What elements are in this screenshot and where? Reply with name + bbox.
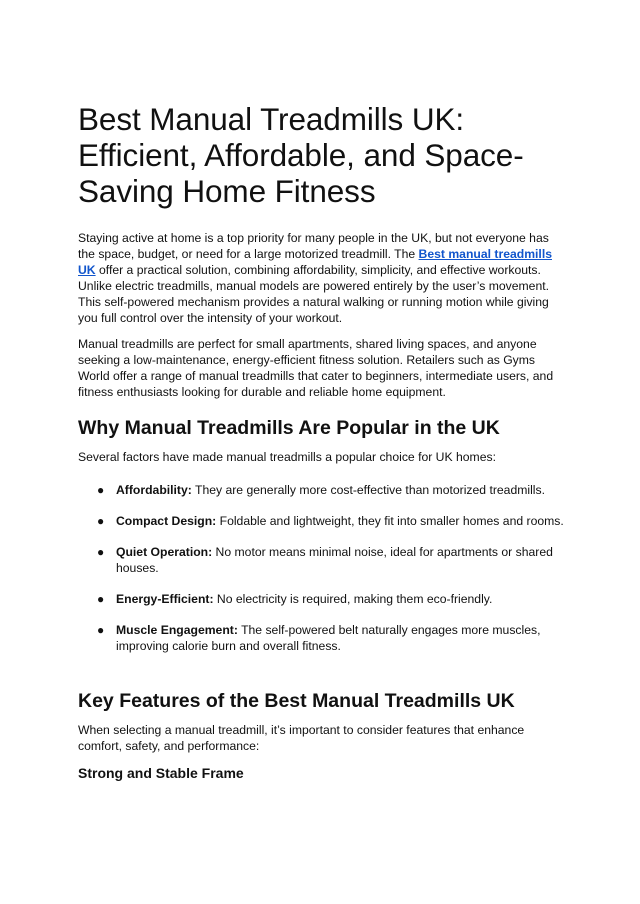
page-title: Best Manual Treadmills UK: Efficient, Affordable, and Space-Saving Home Fitness [78, 101, 524, 209]
list-item [78, 513, 566, 529]
list-item [78, 482, 566, 498]
list-item-text: Foldable and lightweight, they fit into smaller homes and rooms. [216, 514, 564, 528]
bullet-icon: ● [97, 623, 105, 637]
bullet-icon: ● [97, 483, 105, 497]
list-item-label: Energy-Efficient: [116, 592, 214, 606]
bullet-icon: ● [97, 545, 105, 559]
list-item-text: They are generally more cost-effective than motorized treadmills. [191, 483, 545, 497]
intro-paragraph [78, 230, 566, 326]
list-item-text: No motor means minimal noise, ideal for apartments or shared houses. [116, 545, 553, 575]
list-item [78, 591, 566, 607]
factors-list [78, 482, 566, 654]
section-lead-key-features: When selecting a manual treadmill, it’s important to consider features that enhance comfort, safety, and performance: [78, 723, 525, 753]
list-item-text: No electricity is required, making them eco-friendly. [213, 592, 493, 606]
best-manual-treadmills-link[interactable]: Best manual treadmills UK [78, 247, 552, 277]
list-item [78, 622, 566, 654]
section-heading-popular: Why Manual Treadmills Are Popular in the UK [78, 417, 500, 439]
section-lead-popular: Several factors have made manual treadmills a popular choice for UK homes: [78, 450, 496, 464]
list-item-label: Muscle Engagement: [116, 623, 238, 637]
list-item-label: Quiet Operation: [116, 545, 213, 559]
section-heading-key-features: Key Features of the Best Manual Treadmills UK [78, 690, 515, 712]
list-item-label: Compact Design: [116, 514, 217, 528]
subheading-frame: Strong and Stable Frame [78, 765, 244, 781]
document-page [78, 101, 566, 782]
list-item-text: The self-powered belt naturally engages more muscles, improving calorie burn and overall fitness. [116, 623, 541, 653]
list-item-label: Affordability: [116, 483, 192, 497]
bullet-icon: ● [97, 514, 105, 528]
bullet-icon: ● [97, 592, 105, 606]
list-item [78, 544, 566, 576]
intro-text-before: Staying active at home is a top priority for many people in the UK, but not everyone has the space, budget, or need for a large motorized treadmill. The [78, 231, 549, 261]
retailers-paragraph: Manual treadmills are perfect for small apartments, shared living spaces, and anyone seeking a low-maintenance, energy-efficient fitness solution. Retailers such as Gyms World offer a range of manual treadmills that cater to beginners, intermediate users, and fitness enthusiasts looking for durable and reliable home equipment. [78, 337, 554, 399]
intro-text-after: offer a practical solution, combining affordability, simplicity, and effective workouts. Unlike electric treadmills, manual models are powered entirely by the user’s movement. This self-powered mechanism provides a natural walking or running motion while giving you full control over the intensity of your workout. [78, 263, 550, 325]
